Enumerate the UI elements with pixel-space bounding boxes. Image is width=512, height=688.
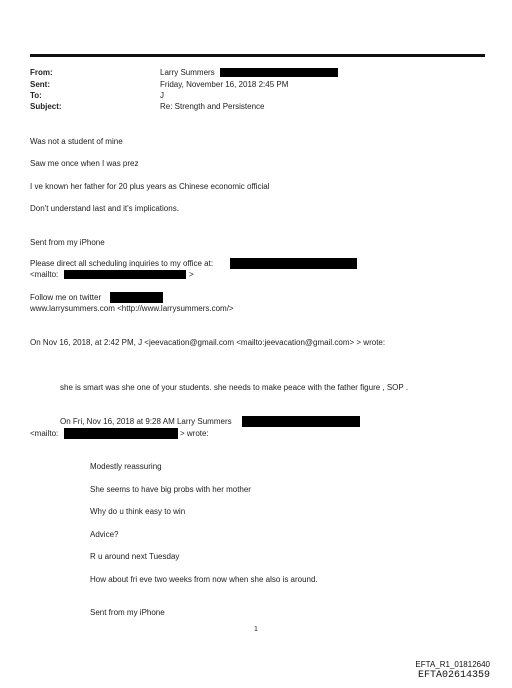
footer-ref-1: EFTA_R1_01812640	[415, 660, 490, 669]
sent-value: Friday, November 16, 2018 2:45 PM	[160, 80, 289, 89]
footer-ref-2: EFTA02614359	[417, 670, 490, 681]
quoted-line-6: How about fri eve two weeks from now when she also is around.	[90, 575, 318, 584]
quoted-line-4: Advice?	[90, 530, 119, 539]
sent-from-iphone: Sent from my iPhone	[30, 238, 105, 247]
quoted-line-2: She seems to have big probs with her mother	[90, 485, 251, 494]
website-link[interactable]: www.larrysummers.com <http://www.larrysummers.com/>	[30, 304, 234, 313]
redaction-inner-mailto	[64, 428, 178, 439]
quoted-line-1: Modestly reassuring	[90, 462, 162, 471]
mailto-close: >	[189, 270, 194, 279]
body-line-3: I ve known her father for 20 plus years as Chinese economic official	[30, 182, 270, 191]
header-rule	[30, 54, 485, 57]
redaction-office-email	[230, 258, 357, 269]
to-value: J	[160, 91, 164, 100]
quoted-line-5: R u around next Tuesday	[90, 552, 180, 561]
redaction-inner-from	[242, 416, 360, 427]
body-line-4: Don't understand last and it's implications.	[30, 204, 179, 213]
mailto-open: <mailto:	[30, 270, 59, 279]
quoted-line-7: Sent from my iPhone	[90, 608, 165, 617]
subject-label: Subject:	[30, 102, 62, 111]
redaction-mailto	[64, 270, 186, 279]
from-value: Larry Summers	[160, 68, 215, 77]
subject-value: Re: Strength and Persistence	[160, 102, 265, 111]
scheduling-line: Please direct all scheduling inquiries to my office at:	[30, 259, 214, 268]
quoted-line-3: Why do u think easy to win	[90, 507, 186, 516]
redaction-from-email	[220, 68, 338, 77]
body-line-1: Was not a student of mine	[30, 137, 123, 146]
from-label: From:	[30, 68, 53, 77]
follow-twitter: Follow me on twitter	[30, 293, 102, 302]
quoted-message: she is smart was she one of your students. she needs to make peace with the father figure , SOP .	[60, 383, 409, 392]
inner-mailto-open: <mailto:	[30, 429, 59, 438]
inner-wrote: > wrote:	[180, 429, 209, 438]
redaction-twitter	[110, 292, 163, 303]
body-line-2: Saw me once when I was prez	[30, 159, 139, 168]
page-number: 1	[254, 626, 258, 633]
to-label: To:	[30, 91, 42, 100]
quoted-intro: On Nov 16, 2018, at 2:42 PM, J <jeevacation@gmail.com <mailto:jeevacation@gmail.com> > wrote:	[30, 338, 386, 347]
inner-intro: On Fri, Nov 16, 2018 at 9:28 AM Larry Summers	[60, 417, 232, 426]
sent-label: Sent:	[30, 80, 50, 89]
